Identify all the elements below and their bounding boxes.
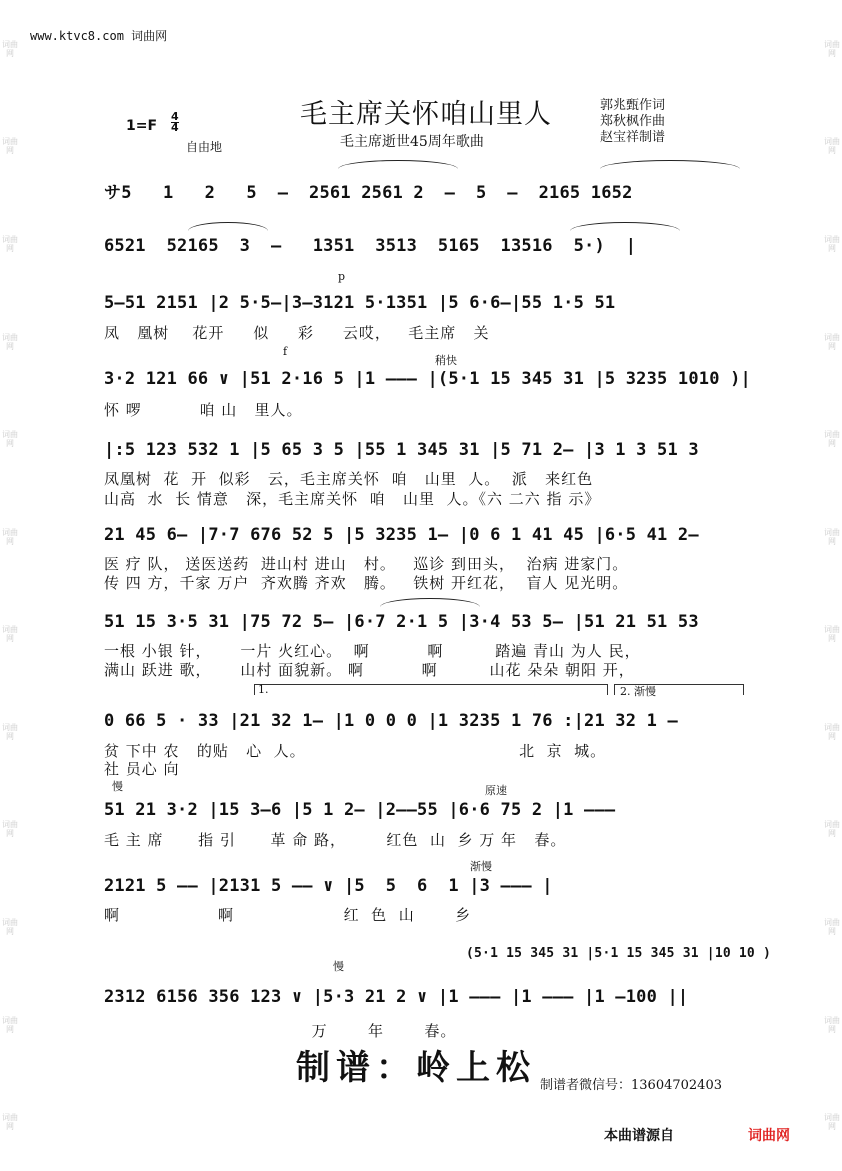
lyrics-line-5-verse2: 山高 水 长 情意 深，毛主席关怀 咱 山里 人。《六 二六 指 示》: [104, 490, 601, 508]
notation-line-6: 21 45 6– |7·7 676 52 5 |5 3235 1– |0 6 1 41 45 |6·5 41 2–: [104, 525, 699, 545]
lyrics-line-8-verse2: 社 员心 向: [104, 760, 180, 778]
lyricist-credit: 郭兆甄作词: [600, 98, 666, 113]
notation-line-1: サ5 1 2 5 – 2561 2561 2 – 5 – 2165 1652: [104, 183, 633, 203]
ending-1-bracket: [254, 684, 608, 695]
transcriber-signature: 制谱：岭上松: [296, 1048, 536, 1088]
song-subtitle: 毛主席逝世45周年歌曲: [340, 134, 484, 150]
time-signature: 4 4: [171, 110, 179, 134]
lyrics-line-7-verse2: 满山 跃进 歌， 山村 面貌新。 啊 啊 山花 朵朵 朝阳 开，: [104, 661, 635, 679]
source-label: 本曲谱源自: [604, 1128, 674, 1144]
notation-line-4: 3·2 121 66 ∨ |51 2·16 5 |1 ––– |(5·1 15 345 31 |5 3235 1010 )|: [104, 369, 751, 389]
notation-line-10: 2121 5 –– |2131 5 –– ∨ |5 5 6 1 |3 ––– |: [104, 876, 553, 896]
tempo-slow-2: 慢: [333, 960, 344, 973]
lyrics-line-11: 万 年 春。: [104, 1022, 457, 1040]
notation-line-9: 51 21 3·2 |15 3–6 |5 1 2– |2––55 |6·6 75 2 |1 –––: [104, 800, 616, 820]
lyrics-line-6-verse2: 传 四 方，千家 万户 齐欢腾 齐欢 腾。 铁树 开红花， 盲人 见光明。: [104, 574, 629, 592]
ending-2-label: 2. 渐慢: [620, 685, 656, 698]
lyrics-line-4: 怀 啰 咱 山 里人。: [104, 401, 303, 419]
side-watermark-right: 词曲网 词曲网 词曲网 词曲网 词曲网 词曲网 词曲网 词曲网 词曲网 词曲网 词曲网 词曲网: [824, 39, 840, 1132]
notation-line-8: 0 66 5 · 33 |21 32 1– |1 0 0 0 |1 3235 1 76 :|21 32 1 –: [104, 711, 678, 731]
tempo-marking: 自由地: [186, 140, 223, 154]
notation-line-11: 2312 6156 356 123 ∨ |5·3 21 2 ∨ |1 ––– |1 ––– |1 –100 ||: [104, 987, 689, 1007]
credits: [600, 98, 665, 146]
lyrics-line-5-verse1: 凤凰树 花 开 似彩 云，毛主席关怀 咱 山里 人。 派 来红色: [104, 470, 594, 488]
lyrics-line-3: 凤 凰树 花开 似 彩 云哎， 毛主席 关: [104, 324, 490, 342]
notation-line-2: 6521 52165 3 – 1351 3513 5165 13516 5·) |: [104, 236, 637, 256]
wechat-contact: 制谱者微信号：13604702403: [540, 1078, 722, 1093]
lyrics-line-8-verse1: 贫 下中 农 的贴 心 人。 北 京 城。: [104, 742, 607, 760]
lyrics-line-10: 啊 啊 红 色 山 乡: [104, 906, 472, 924]
side-watermark-left: 词曲网 词曲网 词曲网 词曲网 词曲网 词曲网 词曲网 词曲网 词曲网 词曲网 词曲网 词曲网: [2, 39, 18, 1132]
lyrics-line-7-verse1: 一根 小银 针， 一片 火红心。 啊 啊 踏遍 青山 为人 民，: [104, 642, 641, 660]
lyrics-line-9: 毛 主 席 指 引 革 命 路， 红色 山 乡 万 年 春。: [104, 831, 567, 849]
notation-line-7: 51 15 3·5 31 |75 72 5– |6·7 2·1 5 |3·4 53 5– |51 21 51 53: [104, 612, 699, 632]
notation-line-3: 5–51 2151 |2 5·5–|3–3121 5·1351 |5 6·6–|55 1·5 51: [104, 293, 616, 313]
notation-line-5: |:5 123 532 1 |5 65 3 5 |55 1 345 31 |5 71 2– |3 1 3 51 3: [104, 440, 699, 460]
song-title: 毛主席关怀咱山里人: [300, 99, 552, 130]
ending-1-label: 1.: [258, 683, 269, 696]
tempo-original: 原速: [485, 784, 507, 797]
dynamic-p: p: [338, 270, 346, 283]
dynamic-f: f: [283, 345, 288, 358]
instrumental-overlay: (5·1 15 345 31 |5·1 15 345 31 |10 10 ): [466, 946, 772, 961]
tempo-gradually-slow: 渐慢: [470, 860, 492, 873]
transcriber-credit: 赵宝祥制谱: [600, 130, 666, 145]
tempo-slightly-fast: 稍快: [435, 354, 457, 367]
lyrics-line-6-verse1: 医 疗 队， 送医送药 进山村 进山 村。 巡诊 到田头， 治病 进家门。: [104, 555, 629, 573]
tempo-slow: 慢: [112, 780, 123, 793]
source-brand[interactable]: 词曲网: [748, 1128, 790, 1144]
key-signature: 1=F: [126, 118, 158, 134]
composer-credit: 郑秋枫作曲: [600, 114, 666, 129]
site-url: www.ktvc8.com 词曲网: [30, 29, 168, 43]
